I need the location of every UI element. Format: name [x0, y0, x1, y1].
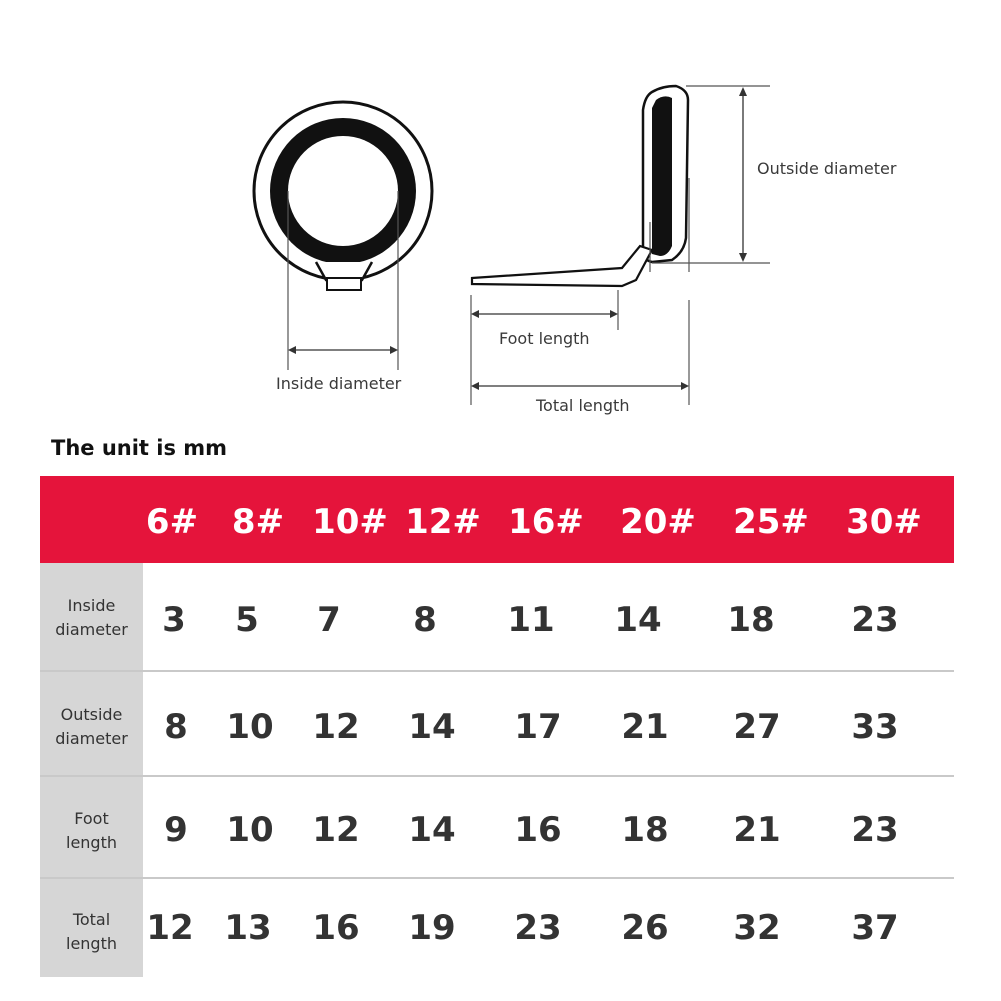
row-label-foot-length: Foot length [66, 809, 117, 852]
table-cell: 19 [408, 908, 456, 948]
table-cell: 18 [727, 600, 775, 640]
table-cell: 9 [164, 810, 188, 850]
table-cell: 21 [733, 810, 781, 850]
table-cell: 26 [621, 908, 669, 948]
table-cell: 23 [851, 600, 899, 640]
table-cell: 10 [226, 810, 274, 850]
unit-note: The unit is mm [51, 436, 228, 460]
row-divider [40, 775, 954, 777]
table-cell: 16 [514, 810, 562, 850]
table-cell: 32 [733, 908, 781, 948]
table-cell: 8 [164, 707, 188, 747]
ring-side-view [471, 86, 770, 405]
table-cell: 11 [507, 600, 555, 640]
inside-diameter-label: Inside diameter [276, 374, 402, 393]
table-cell: 5 [235, 600, 259, 640]
table-cell: 23 [514, 908, 562, 948]
ring-front-view [254, 102, 432, 370]
table-cell: 8 [413, 600, 437, 640]
column-header: 6# [145, 502, 199, 542]
table-cell: 14 [408, 810, 456, 850]
foot-length-label: Foot length [499, 329, 590, 348]
column-header: 30# [846, 502, 922, 542]
column-header: 8# [231, 502, 285, 542]
table-cell: 21 [621, 707, 669, 747]
table-cell: 12 [312, 707, 360, 747]
table-cell: 7 [317, 600, 341, 640]
column-header: 16# [508, 502, 584, 542]
column-header: 25# [733, 502, 809, 542]
table-cell: 3 [162, 600, 186, 640]
total-length-label: Total length [536, 396, 630, 415]
table-cell: 14 [614, 600, 662, 640]
guide-ring-diagram [0, 0, 1001, 430]
table-cell: 27 [733, 707, 781, 747]
table-cell: 23 [851, 810, 899, 850]
column-header: 20# [620, 502, 696, 542]
table-cell: 10 [226, 707, 274, 747]
column-header: 10# [312, 502, 388, 542]
row-divider [40, 877, 954, 879]
table-cell: 18 [621, 810, 669, 850]
row-label-outside-diameter: Outside diameter [55, 705, 128, 748]
table-cell: 13 [224, 908, 272, 948]
table-cell: 12 [146, 908, 194, 948]
table-cell: 37 [851, 908, 899, 948]
row-divider [40, 670, 954, 672]
table-cell: 14 [408, 707, 456, 747]
outside-diameter-label: Outside diameter [757, 159, 897, 178]
row-label-total-length: Total length [66, 910, 117, 953]
table-cell: 16 [312, 908, 360, 948]
column-header: 12# [405, 502, 481, 542]
table-cell: 12 [312, 810, 360, 850]
table-cell: 33 [851, 707, 899, 747]
row-label-inside-diameter: Inside diameter [55, 596, 128, 639]
table-cell: 17 [514, 707, 562, 747]
